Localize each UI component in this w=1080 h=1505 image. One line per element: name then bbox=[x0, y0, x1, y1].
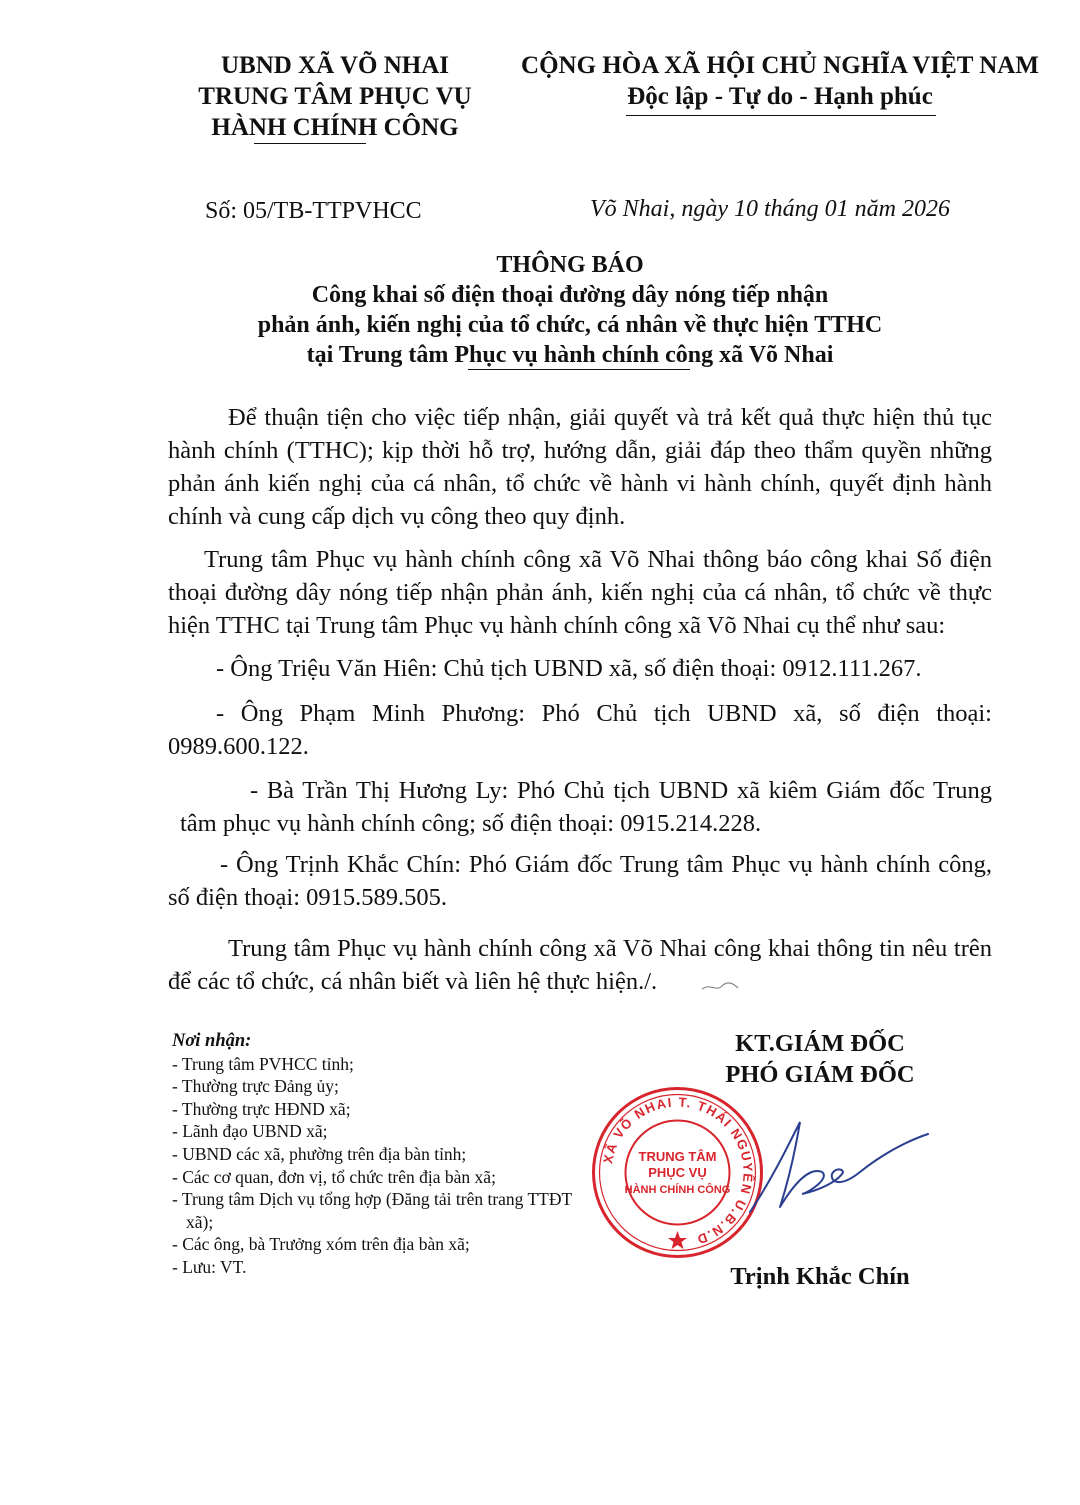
title-kind: THÔNG BÁO bbox=[496, 252, 644, 278]
signer-name: Trịnh Khắc Chín bbox=[730, 1263, 910, 1290]
motto-underline bbox=[626, 115, 936, 116]
org-line-1: UBND XÃ VÕ NHAI bbox=[220, 52, 450, 79]
body-paragraph-3: Trung tâm Phục vụ hành chính công xã Võ Nhai công khai thông tin nêu trên để các tổ chức, cá nhân biết và liên hệ thực hiện./. bbox=[168, 935, 992, 995]
contact-item: - Ông Trịnh Khắc Chín: Phó Giám đốc Trung tâm Phục vụ hành chính công, số điện thoại: 0915.589.505. bbox=[168, 851, 992, 911]
recipient-item: - Thường trực Đảng ủy; bbox=[172, 1076, 339, 1097]
stamp-center-line-3: HÀNH CHÍNH CÔNG bbox=[624, 1184, 731, 1196]
issuing-organization bbox=[150, 50, 520, 143]
sign-line-1: KT.GIÁM ĐỐC bbox=[735, 1030, 905, 1057]
nation-line-1: CỘNG HÒA XÃ HỘI CHỦ NGHĨA VIỆT NAM bbox=[521, 52, 1039, 79]
handwritten-signature bbox=[740, 1112, 930, 1222]
contact-item: - Ông Phạm Minh Phương: Phó Chủ tịch UBND xã, số điện thoại: 0989.600.122. bbox=[168, 700, 992, 760]
stamp-ring-text: XÃ VÕ NHAI T. THÁI NGUYÊN U.B.N.D bbox=[600, 1094, 756, 1248]
document-title bbox=[200, 250, 940, 370]
recipient-item: - Trung tâm PVHCC tỉnh; bbox=[172, 1053, 354, 1074]
signature-title bbox=[690, 1028, 950, 1090]
contact-item: - Bà Trần Thị Hương Ly: Phó Chủ tịch UBND xã kiêm Giám đốc Trung tâm phục vụ hành chính công; số điện thoại: 0915.214.228. bbox=[180, 777, 992, 837]
title-underline bbox=[468, 369, 690, 370]
recipient-item: - Trung tâm Dịch vụ tổng hợp (Đăng tải trên trang TTĐT xã); bbox=[172, 1189, 572, 1232]
recipients-heading: Nơi nhận: bbox=[172, 1031, 252, 1051]
org-line-2: TRUNG TÂM PHỤC VỤ bbox=[198, 83, 472, 110]
title-line-1: Công khai số điện thoại đường dây nóng tiếp nhận bbox=[311, 282, 829, 308]
org-underline bbox=[254, 143, 366, 144]
stamp-center-line-1: TRUNG TÂM bbox=[638, 1149, 717, 1164]
recipient-item: - Lưu: VT. bbox=[172, 1256, 247, 1277]
stamp-star-icon bbox=[668, 1231, 687, 1249]
recipient-item: - Thường trực HĐND xã; bbox=[172, 1098, 351, 1119]
recipients-block bbox=[172, 1030, 592, 1279]
title-line-2: phản ánh, kiến nghị của tổ chức, cá nhân về thực hiện TTHC bbox=[257, 312, 883, 338]
recipient-item: - Lãnh đạo UBND xã; bbox=[172, 1121, 328, 1142]
title-line-3: tại Trung tâm Phục vụ hành chính công xã Võ Nhai bbox=[306, 342, 834, 368]
nation-motto: Độc lập - Tự do - Hạnh phúc bbox=[627, 83, 933, 110]
national-header bbox=[500, 50, 1060, 112]
official-stamp bbox=[590, 1085, 765, 1260]
document-number: Số: 05/TB-TTPVHCC bbox=[205, 198, 422, 224]
contact-item: - Ông Triệu Văn Hiên: Chủ tịch UBND xã, số điện thoại: 0912.111.267. bbox=[216, 655, 922, 682]
recipient-item: - Các cơ quan, đơn vị, tổ chức trên địa bàn xã; bbox=[172, 1166, 496, 1187]
initial-mark bbox=[700, 980, 740, 994]
recipient-item: - Các ông, bà Trưởng xóm trên địa bàn xã; bbox=[172, 1234, 470, 1255]
body-paragraph-2: Trung tâm Phục vụ hành chính công xã Võ Nhai thông báo công khai Số điện thoại đường dây nóng tiếp nhận phản ánh, kiến nghị của cá nhân, tổ chức về thực hiện TTHC tại Trung tâm Phục vụ hành chính công xã Võ Nhai cụ thể như sau: bbox=[168, 546, 992, 639]
org-line-3: HÀNH CHÍNH CÔNG bbox=[211, 114, 459, 141]
sign-line-2: PHÓ GIÁM ĐỐC bbox=[725, 1061, 915, 1088]
place-date: Võ Nhai, ngày 10 tháng 01 năm 2026 bbox=[590, 196, 950, 222]
recipient-item: - UBND các xã, phường trên địa bàn tỉnh; bbox=[172, 1143, 467, 1164]
body-paragraph-1: Để thuận tiện cho việc tiếp nhận, giải quyết và trả kết quả thực hiện thủ tục hành chính (TTHC); kịp thời hỗ trợ, hướng dẫn, giải đáp theo thẩm quyền những phản ánh kiến nghị của cá nhân, tổ chức về hành vi hành chính, quyết định hành chính và cung cấp dịch vụ công theo quy định. bbox=[168, 404, 992, 530]
stamp-center-line-2: PHỤC VỤ bbox=[648, 1165, 707, 1180]
